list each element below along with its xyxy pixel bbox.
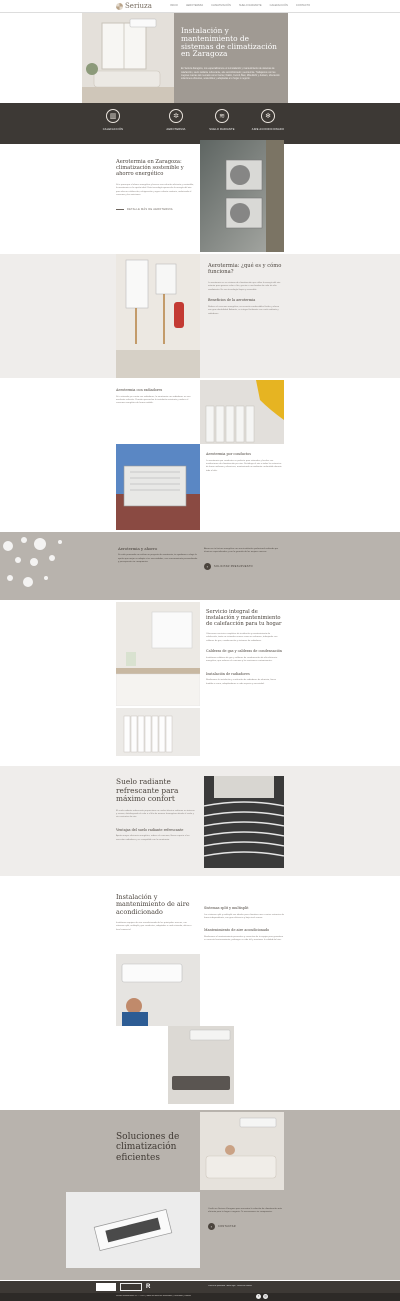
section-text: Los sistemas split y multisplit son ideales para climatizar una o varias estancias de forma independiente, con gran eficiencia y bajo nivel sonoro.: [204, 913, 285, 919]
efficient-solutions-text: [208, 1208, 284, 1230]
section-subtitle: Beneficios de la aerotermia: [208, 298, 256, 303]
service-label: AEROTERMIA: [166, 128, 186, 131]
section-text: Ofrecemos servicios completos de instalación y mantenimiento de calefacción, tanto en viviendas nuevas como en reformas, trabajando con calderas de gas, condensación y sistemas de radiadores.: [206, 632, 278, 642]
projects-text: [118, 546, 198, 564]
section-text: Realizamos el mantenimiento preventivo y correctivo de tu equipo para garantizar su correcto funcionamiento, prolongar su vida útil y mantener la calidad del aire.: [204, 936, 284, 942]
hero-text-panel: [174, 13, 288, 103]
section-subtitle: Ventajas del suelo radiante refrescante: [116, 827, 184, 832]
service-calefaccion[interactable]: [91, 109, 135, 132]
section-title: Aerotermia en Zaragoza: climatización sostenible y ahorro energético: [116, 159, 184, 177]
government-logo: [120, 1283, 142, 1291]
living-room-ac-photo: [168, 1026, 234, 1104]
ceiling-ac-photo: [66, 1192, 200, 1268]
section-title: Servicio integral de instalación y mantenimiento de calefacción para tu hogar: [206, 609, 282, 627]
duct-unit-photo: [116, 444, 200, 530]
section-title: Aerotermia: ¿qué es y cómo funciona?: [208, 263, 282, 275]
brand-logo[interactable]: [116, 2, 156, 11]
heating-intro: [206, 610, 282, 686]
boiler-room-photo: [116, 254, 200, 378]
service-label: CALEFACCIÓN: [102, 128, 124, 131]
air-conditioning-details: [204, 906, 284, 943]
section-text: Instalamos calderas de gas y calderas de condensación de alta eficiencia energética, que reducen el consumo y las emisiones contaminantes.: [206, 656, 278, 663]
section-text: Reduce el consumo energético, no necesita combustibles fósiles y ofrece una gran durabilidad. Además, se integra fácilmente con suelo radiante y radiadores.: [208, 305, 280, 315]
arrow-right-icon: ›: [208, 1223, 215, 1230]
section-text: Ahorra en tu factura energética con una instalación profesional realizada por técnicos especializados y con la garantía de las mejores marcas.: [204, 548, 279, 554]
footer-copyright: Seriuza Instalaciones S.L. © 2024 | Todos los derechos reservados | Privacidad | Cookies: [116, 1295, 191, 1297]
section-subtitle: Aerotermia por conductos: [206, 452, 251, 456]
section-text: Instalamos equipos de aire acondicionado de las principales marcas, con sistemas split, multisplit y por conductos, adaptados a cada vivienda, oficina o local comercial.: [116, 922, 192, 931]
hero-title: Instalación y mantenimiento de sistemas de climatización en Zaragoza: [181, 26, 277, 59]
line-decoration-icon: [116, 209, 124, 210]
aerotermia-radiadores-text: [116, 388, 196, 406]
radiator-icon: ▥: [106, 109, 120, 123]
section-text: Confía en Seriuza Zaragoza para encontrar la solución de climatización más eficiente para tu hogar o negocio. Te asesoramos sin compromiso.: [208, 1208, 283, 1214]
footer-legal-links[interactable]: Política de privacidad · Aviso legal · Política de cookies: [208, 1285, 252, 1287]
aerotermia-intro: [116, 160, 196, 211]
facebook-icon[interactable]: f: [256, 1294, 261, 1299]
section-subtitle: Aerotermia con radiadores: [116, 388, 163, 392]
section-subtitle: Calderas de gas y calderas de condensación: [206, 649, 282, 654]
section-text: La aerotermia por conductos es perfecta para viviendas y locales con instalaciones de climatización por aire. Distribuye el aire a todas las estancias de forma uniforme y silenciosa, manteniendo un ambiente confortable durante todo el año.: [206, 459, 282, 472]
decorative-dots-icon: [0, 532, 70, 600]
fan-icon: ✲: [169, 109, 183, 123]
service-label: SUELO RADIANTE: [209, 128, 235, 131]
nav-link-suelo-radiante[interactable]: SUELO RADIANTE: [238, 4, 262, 7]
floor-heating-text: [116, 778, 196, 842]
section-text: Si tu vivienda ya cuenta con radiadores, la aerotermia con radiadores es una excelente solución. Permite aprovechar la instalación existente y reducir el consumo energético de forma notable.: [116, 395, 191, 405]
contact-link[interactable]: › CONTACTAR: [208, 1223, 284, 1230]
section-subtitle: Mantenimiento de aire acondicionado: [204, 928, 270, 933]
section-text: Aporta mayor eficiencia energética, reduce el consumo, libera espacio al no necesitar radiadores y es compatible con la aerotermia.: [116, 835, 190, 841]
aerotermia-conductos-text: [206, 452, 282, 473]
kitchen-photo: [116, 602, 200, 706]
aerotermia-what-text: [208, 264, 282, 316]
nav-links: [170, 4, 310, 8]
section-text: Realizamos la instalación y sustitución de radiadores de aluminio, hierro fundido o acero, adaptándonos a cada espacio y necesidad.: [206, 679, 276, 685]
nav-link-inicio[interactable]: INICIO: [170, 4, 178, 7]
hero-description: En Seriuza Zaragoza, nos especializamos en la instalación y mantenimiento de sistemas de calefacción, suelo radiante refrescante, aire acondicionado y aerotermia. Trabajamos con las mejores marcas del mercado como Carrier, Daikin, Ferroli, Baxi, Mitsubishi y Junkers, ofreciendo soluciones eficientes, sostenibles y adaptadas a tu hogar o negocio.: [181, 68, 280, 81]
section-text: Si te preocupa el ahorro energético y buscas una solución eficiente y sostenible, la aerotermia es la opción ideal. Esta tecnología aprovecha la energía del aire para ofrecer calefacción, refrigeración y agua caliente sanitaria, reduciendo el consumo y las emisiones.: [116, 183, 194, 197]
nav-link-aerotermia[interactable]: AEROTERMIA: [185, 4, 204, 7]
aerotermia-more-link[interactable]: DETALLE MÁS DE AEROTERMIA: [127, 207, 173, 211]
air-conditioner-icon: ❄: [261, 109, 275, 123]
aerotermia-what-section: [0, 254, 400, 378]
section-title: Soluciones de climatización eficientes: [116, 1132, 180, 1163]
budget-link[interactable]: › SOLICITAR PRESUPUESTO: [204, 563, 284, 570]
nav-link-calefaccion[interactable]: CALEFACCIÓN: [269, 4, 288, 7]
instagram-icon[interactable]: ◎: [264, 1294, 267, 1299]
ac-technician-photo: [116, 954, 200, 1026]
relaxing-sofa-photo: [200, 1112, 284, 1190]
recovery-plan-logo: [146, 1283, 176, 1291]
nav-link-climatizacion[interactable]: CLIMATIZACIÓN: [211, 4, 231, 7]
floor-heating-icon: ≋: [215, 109, 229, 123]
section-title: Suelo radiante refrescante para máximo confort: [116, 777, 179, 804]
recovery-plan-mark-icon: R: [146, 1283, 151, 1290]
eu-funding-logo: [96, 1283, 116, 1291]
nav-link-contacto[interactable]: CONTACTO: [295, 4, 311, 7]
service-suelo-radiante[interactable]: [200, 109, 244, 132]
projects-text-2: [204, 548, 284, 570]
section-subtitle: Instalación de radiadores: [206, 671, 250, 676]
service-label: AIRE ACONDICIONADO: [251, 128, 285, 131]
efficient-solutions-title: [116, 1132, 200, 1163]
section-text: El suelo radiante refrescante proporciona un confort térmico uniforme en invierno y verano, distribuyendo el calor o el frío de manera homogénea desde el suelo y sin corrientes de aire.: [116, 809, 195, 819]
radiator-painting-photo: [200, 380, 284, 444]
section-text: La aerotermia es un sistema de climatización que utiliza la energía del aire exterior para generar calor o frío, gracias a una bomba de calor de alto rendimiento. Es una tecnología limpia y renovable.: [208, 281, 281, 291]
service-aerotermia[interactable]: [154, 109, 198, 132]
air-conditioning-intro: [116, 894, 196, 932]
hero-living-room-photo: [82, 13, 174, 103]
floor-heating-section: [0, 766, 400, 876]
heat-pump-photo: [200, 140, 284, 252]
section-text: Si estás pensando en realizar un proyecto de aerotermia, te ayudamos a elegir la opción que mejor se adapte a tus necesidades, con asesoramiento personalizado y presupuesto sin compromiso.: [118, 554, 198, 563]
logo-mark-icon: [116, 3, 123, 10]
radiator-photo: [116, 708, 200, 756]
floor-pipes-photo: [204, 776, 284, 868]
brand-name: Seriuza: [125, 1, 152, 10]
service-aire-acondicionado[interactable]: [246, 109, 290, 132]
section-subtitle: Aerotermia y ahorro: [118, 546, 158, 551]
arrow-right-icon: ›: [204, 563, 211, 570]
section-subtitle: Sistemas split y multisplit: [204, 906, 249, 910]
section-title: Instalación y mantenimiento de aire acondicionado: [116, 893, 190, 916]
